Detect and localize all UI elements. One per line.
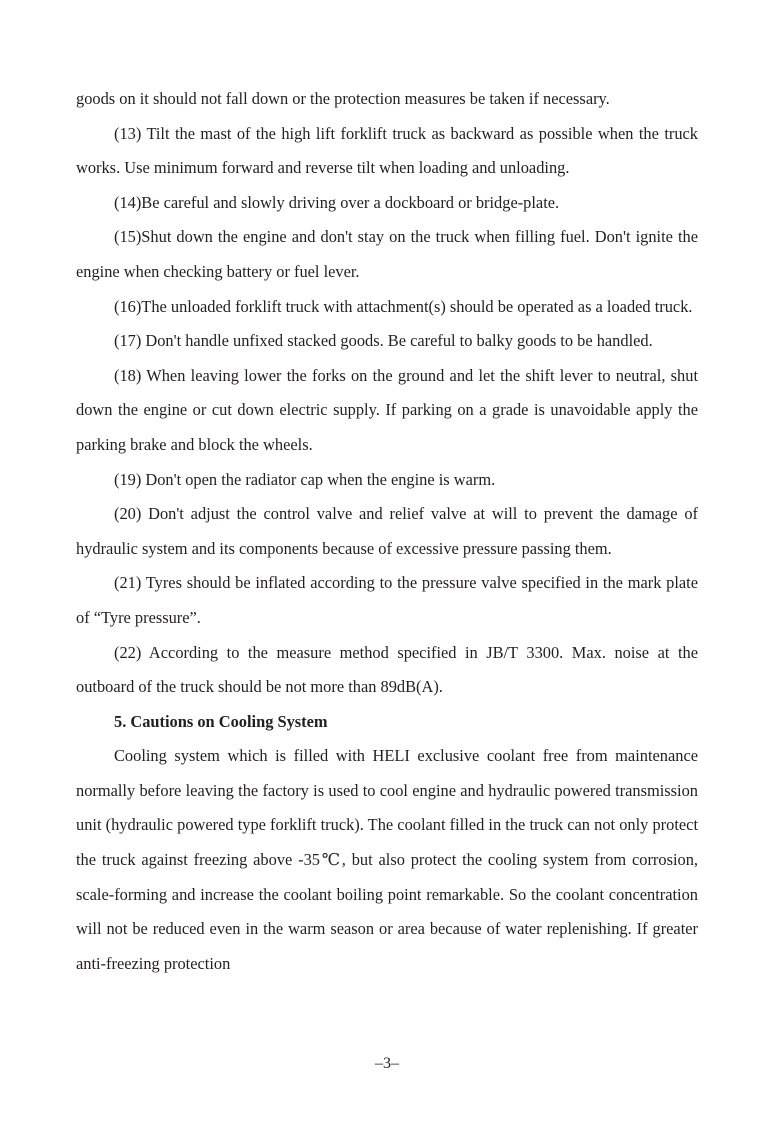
paragraph-item-19: (19) Don't open the radiator cap when the engine is warm. [114, 469, 496, 489]
section-heading: 5. Cautions on Cooling System [114, 711, 328, 731]
paragraph-item-22: (22) According to the measure method specified in JB/T 3300. Max. noise at the outboard of the truck should be not more than 89dB(A). [76, 642, 698, 697]
document-page [76, 82, 698, 981]
paragraph-item-21: (21) Tyres should be inflated according to the pressure valve specified in the mark plate of “Tyre pressure”. [76, 573, 698, 627]
paragraph-item-17: (17) Don't handle unfixed stacked goods. Be careful to balky goods to be handled. [114, 331, 653, 351]
page-number: –3– [375, 1055, 399, 1072]
paragraph-item-15: (15)Shut down the engine and don't stay on the truck when filling fuel. Don't ignite the engine when checking battery or fuel lever. [76, 227, 698, 281]
paragraph-item-18: (18) When leaving lower the forks on the ground and let the shift lever to neutral, shut down the engine or cut down electric supply. If parking on a grade is unavoidable apply the parking brake and block the wheels. [76, 365, 698, 454]
paragraph-item-13: (13) Tilt the mast of the high lift forklift truck as backward as possible when the truck works. Use minimum forward and reverse tilt when loading and unloading. [76, 123, 698, 178]
paragraph-item-20: (20) Don't adjust the control valve and relief valve at will to prevent the damage of hydraulic system and its components because of excessive pressure passing them. [76, 504, 698, 558]
section-paragraph: Cooling system which is filled with HELI exclusive coolant free from maintenance normally before leaving the factory is used to cool engine and hydraulic powered transmission unit (hydraulic powered type forklift truck). The coolant filled in the truck can not only protect the truck against freezing above -35℃, but also protect the cooling system from corrosion, scale-forming and increase the coolant boiling point remarkable. So the coolant concentration will not be reduced even in the warm season or area because of water replenishing. If greater anti-freezing protection [76, 746, 698, 973]
paragraph-item-16: (16)The unloaded forklift truck with attachment(s) should be operated as a loaded truck. [114, 296, 693, 316]
paragraph-continuation: goods on it should not fall down or the protection measures be taken if necessary. [76, 89, 610, 108]
paragraph-item-14: (14)Be careful and slowly driving over a dockboard or bridge-plate. [114, 192, 560, 212]
